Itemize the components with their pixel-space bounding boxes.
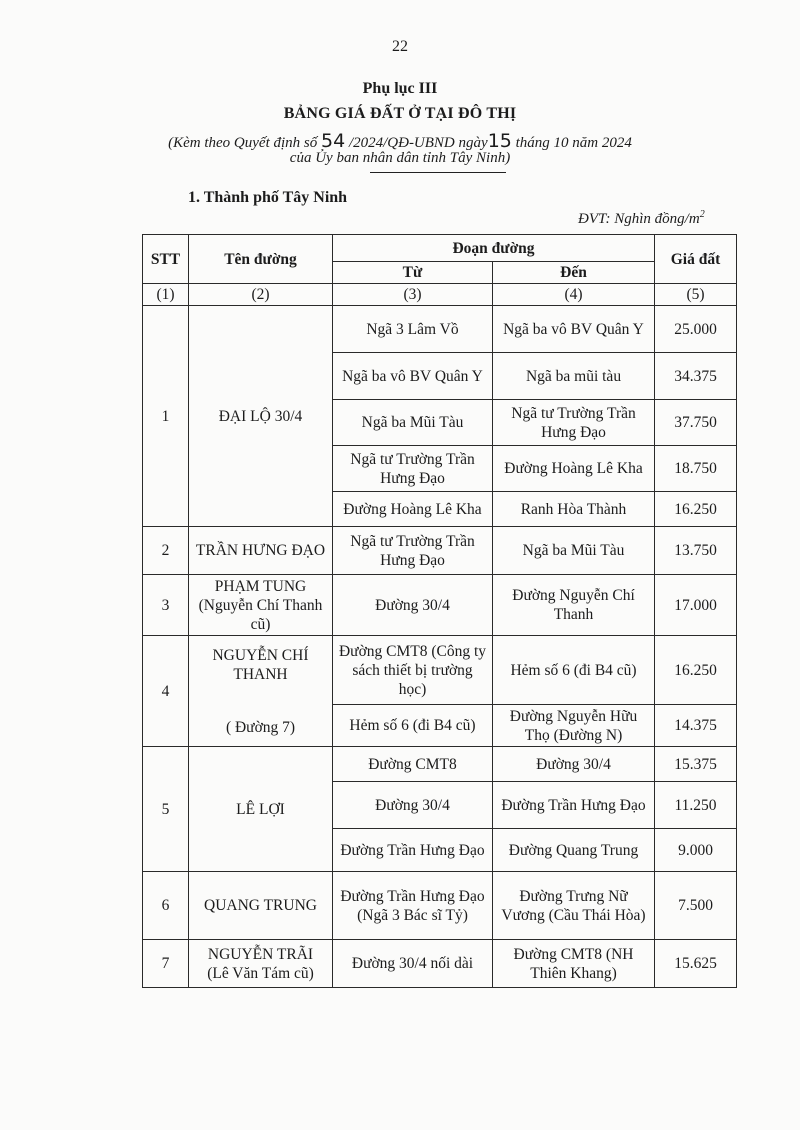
table-row bbox=[143, 306, 737, 353]
decision-reference bbox=[0, 130, 800, 152]
segment-price: 13.750 bbox=[655, 527, 737, 575]
segment-price: 11.250 bbox=[655, 782, 737, 829]
header-price: Giá đất bbox=[655, 235, 737, 284]
segment-to: Đường CMT8 (NH Thiên Khang) bbox=[493, 940, 655, 988]
segment-from: Đường 30/4 bbox=[333, 782, 493, 829]
table-row bbox=[143, 940, 737, 988]
table-row bbox=[143, 747, 737, 782]
segment-from: Đường Trần Hưng Đạo (Ngã 3 Bác sĩ Tỷ) bbox=[333, 872, 493, 940]
segment-price: 7.500 bbox=[655, 872, 737, 940]
segment-to: Ngã ba mũi tàu bbox=[493, 353, 655, 400]
section-heading: 1. Thành phố Tây Ninh bbox=[188, 189, 348, 206]
row-street-name bbox=[189, 306, 333, 527]
page-number: 22 bbox=[392, 38, 408, 55]
street-name: TRẦN HƯNG ĐẠO bbox=[195, 542, 326, 559]
segment-to: Đường Trần Hưng Đạo bbox=[493, 782, 655, 829]
segment-from: Ngã ba Mũi Tàu bbox=[333, 400, 493, 446]
row-stt: 7 bbox=[143, 940, 189, 988]
decision-suffix: tháng 10 năm 2024 bbox=[515, 135, 632, 151]
table-row bbox=[143, 575, 737, 636]
segment-to: Đường Trưng Nữ Vương (Cầu Thái Hòa) bbox=[493, 872, 655, 940]
segment-from: Đường Hoàng Lê Kha bbox=[333, 492, 493, 527]
land-price-table bbox=[142, 234, 737, 988]
street-name: NGUYỄN TRÃI bbox=[207, 945, 314, 963]
segment-price: 34.375 bbox=[655, 353, 737, 400]
header-segment: Đoạn đường bbox=[333, 235, 655, 262]
price-table-body bbox=[143, 306, 737, 988]
segment-from: Đường CMT8 (Công ty sách thiết bị trường học) bbox=[333, 636, 493, 705]
row-stt: 5 bbox=[143, 747, 189, 872]
row-street-name bbox=[189, 575, 333, 636]
row-street-name bbox=[189, 940, 333, 988]
segment-to: Ngã tư Trường Trần Hưng Đạo bbox=[493, 400, 655, 446]
unit-exponent: 2 bbox=[699, 209, 705, 220]
segment-from: Đường 30/4 nối dài bbox=[333, 940, 493, 988]
column-index-5: (5) bbox=[655, 284, 737, 306]
segment-price: 25.000 bbox=[655, 306, 737, 353]
segment-from: Ngã tư Trường Trần Hưng Đạo bbox=[333, 527, 493, 575]
table-row bbox=[143, 872, 737, 940]
row-stt: 3 bbox=[143, 575, 189, 636]
segment-price: 17.000 bbox=[655, 575, 737, 636]
street-name: LÊ LỢI bbox=[236, 800, 285, 818]
row-stt: 2 bbox=[143, 527, 189, 575]
segment-to: Đường Hoàng Lê Kha bbox=[493, 446, 655, 492]
segment-from: Đường Trần Hưng Đạo bbox=[333, 829, 493, 872]
segment-price: 16.250 bbox=[655, 492, 737, 527]
header-stt: STT bbox=[143, 235, 189, 284]
unit-text: ĐVT: Nghìn đồng/m bbox=[578, 211, 700, 227]
row-street-name bbox=[189, 872, 333, 940]
street-name: ĐẠI LỘ 30/4 bbox=[218, 407, 303, 425]
decision-middle: /2024/QĐ-UBND ngày bbox=[348, 135, 488, 151]
segment-from: Ngã ba vô BV Quân Y bbox=[333, 353, 493, 400]
street-alt-name: (Lê Văn Tám cũ) bbox=[207, 964, 314, 982]
column-index-4: (4) bbox=[493, 284, 655, 306]
column-index-2: (2) bbox=[189, 284, 333, 306]
segment-price: 37.750 bbox=[655, 400, 737, 446]
segment-to: Ranh Hòa Thành bbox=[493, 492, 655, 527]
street-name: QUANG TRUNG bbox=[204, 897, 317, 914]
segment-price: 18.750 bbox=[655, 446, 737, 492]
decision-day: 15 bbox=[487, 130, 512, 152]
issuer-line: của Ủy ban nhân dân tỉnh Tây Ninh) bbox=[289, 150, 511, 166]
segment-price: 16.250 bbox=[655, 636, 737, 705]
segment-to: Đường Quang Trung bbox=[493, 829, 655, 872]
segment-to: Đường Nguyễn Chí Thanh bbox=[493, 575, 655, 636]
segment-to: Đường Nguyễn Hữu Thọ (Đường N) bbox=[493, 705, 655, 747]
appendix-label: Phụ lục III bbox=[362, 80, 438, 97]
segment-to: Ngã ba Mũi Tàu bbox=[493, 527, 655, 575]
segment-to: Đường 30/4 bbox=[493, 747, 655, 782]
segment-price: 9.000 bbox=[655, 829, 737, 872]
row-stt: 6 bbox=[143, 872, 189, 940]
segment-price: 14.375 bbox=[655, 705, 737, 747]
column-index-1: (1) bbox=[143, 284, 189, 306]
row-street-name bbox=[189, 527, 333, 575]
row-street-name bbox=[189, 636, 333, 747]
table-row bbox=[143, 527, 737, 575]
street-alt-name: (Nguyễn Chí Thanh cũ) bbox=[198, 596, 323, 633]
table-row bbox=[143, 636, 737, 705]
document-title: BẢNG GIÁ ĐẤT Ở TẠI ĐÔ THỊ bbox=[283, 105, 517, 122]
segment-from: Hẻm số 6 (đi B4 cũ) bbox=[333, 705, 493, 747]
row-street-name bbox=[189, 747, 333, 872]
header-from: Từ bbox=[333, 262, 493, 284]
segment-from: Ngã tư Trường Trần Hưng Đạo bbox=[333, 446, 493, 492]
row-stt: 1 bbox=[143, 306, 189, 527]
street-name: NGUYỄN CHÍ THANH bbox=[212, 646, 309, 683]
column-index-3: (3) bbox=[333, 284, 493, 306]
segment-from: Ngã 3 Lâm Vồ bbox=[333, 306, 493, 353]
segment-price: 15.625 bbox=[655, 940, 737, 988]
segment-from: Đường 30/4 bbox=[333, 575, 493, 636]
header-street-name: Tên đường bbox=[189, 235, 333, 284]
title-underline bbox=[370, 172, 506, 173]
decision-number: 54 bbox=[321, 130, 346, 152]
row-stt: 4 bbox=[143, 636, 189, 747]
segment-from: Đường CMT8 bbox=[333, 747, 493, 782]
street-name: PHẠM TUNG bbox=[214, 577, 307, 595]
unit-label bbox=[578, 209, 705, 228]
segment-price: 15.375 bbox=[655, 747, 737, 782]
decision-prefix: (Kèm theo Quyết định số bbox=[168, 135, 318, 151]
segment-to: Hẻm số 6 (đi B4 cũ) bbox=[493, 636, 655, 705]
header-to: Đến bbox=[493, 262, 655, 284]
segment-to: Ngã ba vô BV Quân Y bbox=[493, 306, 655, 353]
street-alt-name: ( Đường 7) bbox=[225, 718, 296, 736]
